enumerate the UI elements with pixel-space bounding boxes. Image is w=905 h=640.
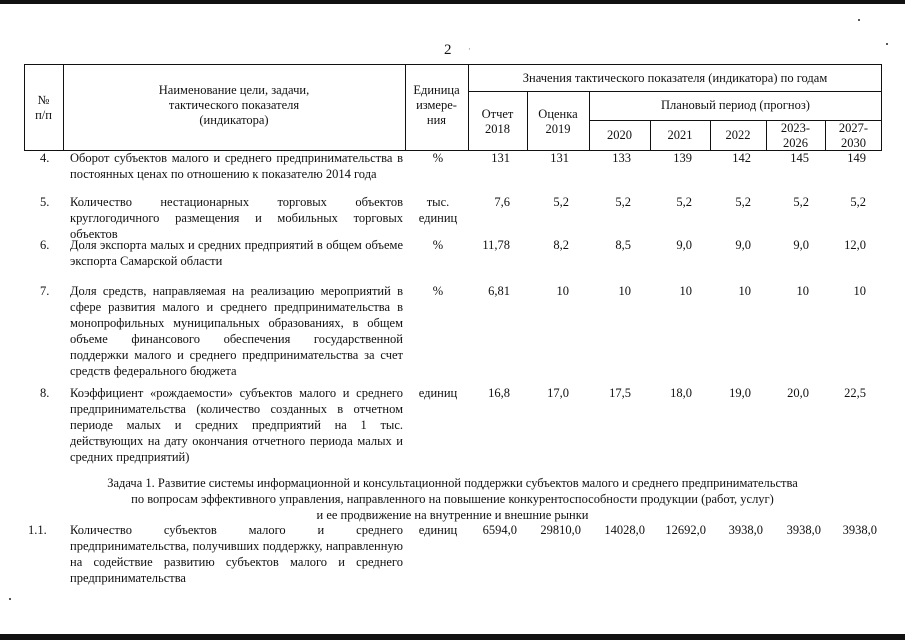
value-2023-2026: 5,2	[793, 195, 809, 209]
value-2019: 17,0	[547, 386, 569, 400]
value-2027-2030: 5,2	[850, 195, 866, 209]
task-heading-line: по вопросам эффективного управления, направленного на повышение конкурентоспособности продукции (работ, услуг)	[131, 492, 774, 506]
value-2023-2026: 145	[790, 151, 809, 165]
value-2027-2030: 3938,0	[842, 523, 877, 537]
value-2018: 6594,0	[482, 523, 517, 537]
value-2022: 5,2	[735, 195, 751, 209]
task-heading-line: и ее продвижение на внутренние и внешние рынки	[316, 508, 589, 522]
value-2018: 16,8	[488, 386, 510, 400]
value-2027-2030: 12,0	[844, 238, 866, 252]
value-2019: 131	[550, 151, 569, 165]
row-number: 1.1.	[28, 523, 47, 537]
scan-speck	[9, 598, 11, 600]
value-2022: 10	[738, 284, 751, 298]
header-year: 2022	[725, 128, 751, 142]
value-2019: 29810,0	[540, 523, 581, 537]
value-2021: 18,0	[670, 386, 692, 400]
row-unit: единиц	[418, 523, 458, 537]
row-number: 7.	[40, 284, 50, 298]
value-2022: 9,0	[735, 238, 751, 252]
value-2020: 10	[618, 284, 631, 298]
task-heading-line: Задача 1. Развитие системы информационной и консультационной поддержки субъектов малого и среднего предпринимательства	[107, 476, 798, 490]
value-2020: 14028,0	[604, 523, 645, 537]
header-name: Наименование цели, задачи, тактического показателя (индикатора)	[158, 83, 310, 127]
row-unit: единиц	[418, 386, 458, 400]
header-values: Значения тактического показателя (индикатора) по годам	[522, 71, 828, 85]
value-2022: 19,0	[729, 386, 751, 400]
row-number: 8.	[40, 386, 50, 400]
value-2023-2026: 20,0	[787, 386, 809, 400]
value-2027-2030: 149	[847, 151, 866, 165]
row-number: 5.	[40, 195, 50, 209]
row-name: Доля экспорта малых и средних предприятий в общем объеме экспорта Самарской области	[70, 238, 403, 268]
value-2027-2030: 22,5	[844, 386, 866, 400]
page-number: 2	[444, 42, 452, 58]
row-unit: %	[432, 238, 444, 252]
value-2019: 8,2	[553, 238, 569, 252]
row-number: 4.	[40, 151, 50, 165]
row-unit: тыс. единиц	[418, 195, 458, 225]
header-year: 2023- 2026	[780, 121, 811, 150]
page-mark: ·	[468, 44, 471, 54]
task-heading	[0, 475, 905, 523]
value-2021: 139	[673, 151, 692, 165]
header-planned: Плановый период (прогноз)	[661, 98, 810, 112]
header-unit: Единица измере- ния	[413, 83, 460, 127]
header-estimate: Оценка 2019	[538, 107, 578, 136]
row-name: Коэффициент «рождаемости» субъектов малого и среднего предпринимательства (количество созданных в отчетном периоде малых и средних предприятий на 1 тыс. действующих на дату окончания отчетного периода малых и средних предприятий)	[70, 386, 403, 464]
value-2020: 17,5	[609, 386, 631, 400]
row-name: Оборот субъектов малого и среднего предпринимательства в постоянных ценах по отношению к показателю 2014 года	[70, 151, 403, 181]
row-unit: %	[432, 151, 444, 165]
row-number: 6.	[40, 238, 50, 252]
header-number: № п/п	[35, 93, 52, 122]
value-2018: 131	[491, 151, 510, 165]
header-year: 2021	[667, 128, 693, 142]
table-header	[0, 0, 905, 160]
row-unit: %	[432, 284, 444, 298]
value-2021: 10	[679, 284, 692, 298]
value-2021: 5,2	[676, 195, 692, 209]
value-2021: 9,0	[676, 238, 692, 252]
value-2019: 10	[556, 284, 569, 298]
value-2018: 11,78	[482, 238, 510, 252]
row-name: Количество нестационарных торговых объектов круглогодичного размещения и мобильных торговых объектов	[70, 195, 403, 241]
value-2020: 8,5	[615, 238, 631, 252]
bottom-scan-border	[0, 634, 905, 640]
header-year: 2027- 2030	[838, 121, 869, 150]
value-2021: 12692,0	[665, 523, 706, 537]
value-2018: 6,81	[488, 284, 510, 298]
value-2023-2026: 10	[796, 284, 809, 298]
header-year: 2020	[607, 128, 632, 142]
value-2023-2026: 9,0	[793, 238, 809, 252]
value-2027-2030: 10	[853, 284, 866, 298]
value-2022: 142	[732, 151, 751, 165]
value-2018: 7,6	[494, 195, 510, 209]
value-2020: 5,2	[615, 195, 631, 209]
row-name: Количество субъектов малого и среднего предпринимательства, получивших поддержку, направленную на содействие развитию субъектов малого и среднего предпринимательства	[70, 523, 403, 585]
header-report: Отчет 2018	[481, 107, 514, 136]
row-name: Доля средств, направляемая на реализацию мероприятий в сфере развития малого и среднего предпринимательства в монопрофильных муниципальных образованиях, в общем объеме финансового обеспечения государственной поддержки малого и среднего предпринимательства за счет средств федерального бюджета	[70, 284, 403, 378]
value-2019: 5,2	[553, 195, 569, 209]
value-2023-2026: 3938,0	[786, 523, 821, 537]
value-2022: 3938,0	[728, 523, 763, 537]
value-2020: 133	[612, 151, 631, 165]
